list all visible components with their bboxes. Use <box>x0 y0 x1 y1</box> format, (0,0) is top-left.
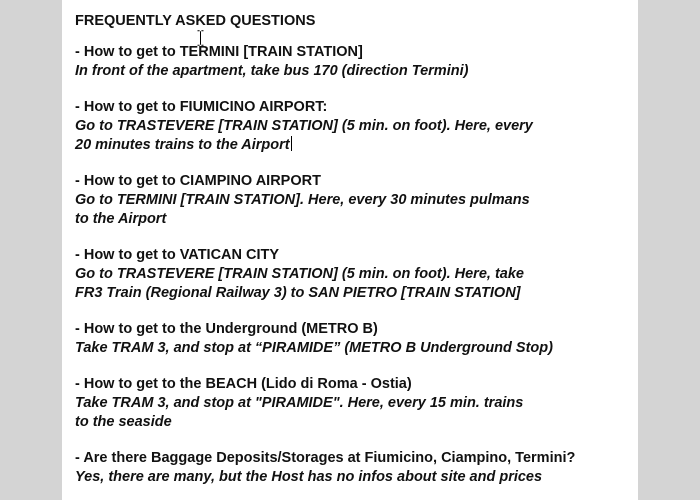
faq-answer-line: to the seaside <box>75 414 172 430</box>
faq-answer-line: In front of the apartment, take bus 170 (direction Termini) <box>75 63 469 79</box>
faq-answer-line: Go to TERMINI [TRAIN STATION]. Here, every 30 minutes pulmans <box>75 192 530 208</box>
faq-answer-line: Go to TRASTEVERE [TRAIN STATION] (5 min. on foot). Here, take <box>75 266 524 282</box>
faq-answer <box>75 62 635 81</box>
text-caret <box>291 136 292 151</box>
faq-item-beach <box>75 375 635 432</box>
faq-answer-line: Take TRAM 3, and stop at "PIRAMIDE". Here, every 15 min. trains <box>75 395 524 411</box>
faq-question: - Are there Baggage Deposits/Storages at Fiumicino, Ciampino, Termini? <box>75 450 576 466</box>
faq-answer-line: Go to TRASTEVERE [TRAIN STATION] (5 min. on foot). Here, every <box>75 118 533 134</box>
faq-question: - How to get to the Underground (METRO B) <box>75 321 378 337</box>
faq-question: - How to get to FIUMICINO AIRPORT: <box>75 99 328 115</box>
faq-item-underground <box>75 320 635 358</box>
faq-answer-line: Yes, there are many, but the Host has no infos about site and prices <box>75 469 543 485</box>
document-content[interactable] <box>75 12 635 500</box>
faq-answer-line: FR3 Train (Regional Railway 3) to SAN PIETRO [TRAIN STATION] <box>75 285 521 301</box>
faq-answer <box>75 191 635 229</box>
faq-answer <box>75 394 635 432</box>
faq-question: - How to get to the BEACH (Lido di Roma - Ostia) <box>75 376 412 392</box>
faq-answer <box>75 117 635 155</box>
faq-answer-line: to the Airport <box>75 211 167 227</box>
faq-item-baggage <box>75 449 635 487</box>
faq-answer-line-text: 20 minutes trains to the Airport <box>75 137 290 153</box>
document-title: FREQUENTLY ASKED QUESTIONS <box>75 13 316 29</box>
faq-question: - How to get to VATICAN CITY <box>75 247 280 263</box>
faq-answer-line-with-caret <box>75 136 635 155</box>
faq-answer <box>75 468 635 487</box>
faq-item-fiumicino <box>75 98 635 155</box>
faq-item-termini <box>75 43 635 81</box>
faq-item-ciampino <box>75 172 635 229</box>
faq-question: - How to get to CIAMPINO AIRPORT <box>75 173 321 189</box>
document-page[interactable] <box>62 0 638 500</box>
faq-item-vatican <box>75 246 635 303</box>
faq-answer <box>75 339 635 358</box>
faq-answer <box>75 265 635 303</box>
text-cursor-icon <box>197 30 204 46</box>
faq-question: - How to get to TERMINI [TRAIN STATION] <box>75 44 363 60</box>
faq-answer-line: Take TRAM 3, and stop at “PIRAMIDE” (METRO B Underground Stop) <box>75 340 553 356</box>
